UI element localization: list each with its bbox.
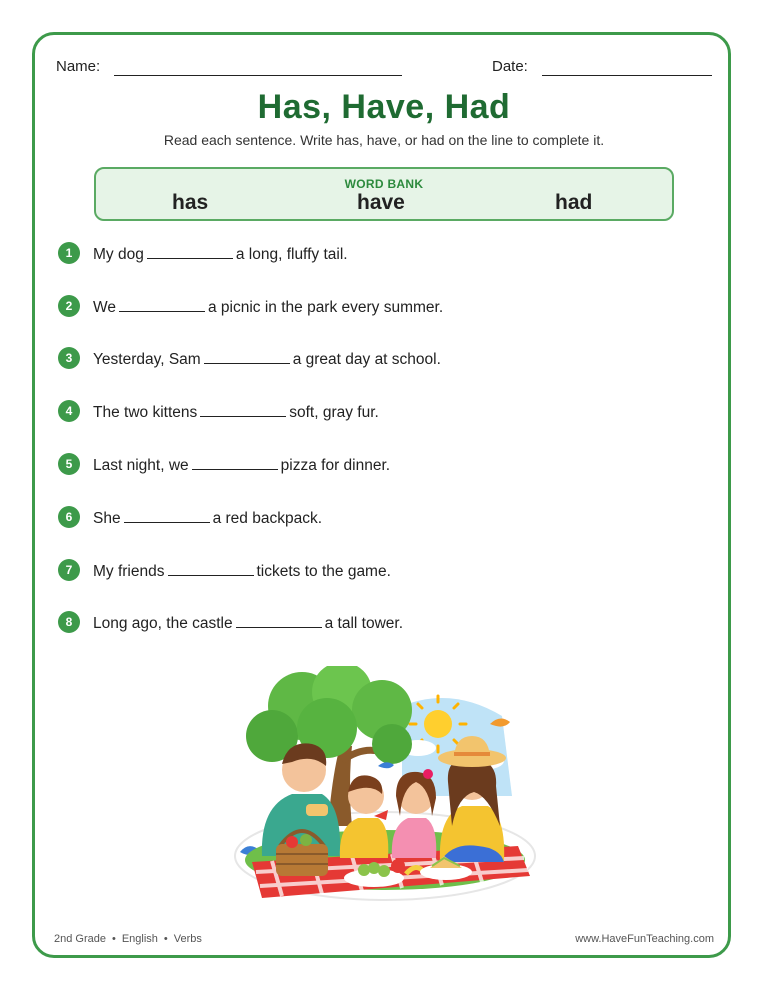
footer-tags	[54, 933, 202, 945]
question-text-after: a tall tower.	[324, 615, 404, 632]
instructions: Read each sentence. Write has, have, or had on the line to complete it.	[163, 132, 605, 148]
answer-blank[interactable]	[236, 613, 322, 628]
footer-tag-subject: English	[121, 933, 158, 945]
answer-blank[interactable]	[204, 349, 290, 364]
word-bank	[94, 167, 674, 221]
answer-blank[interactable]	[119, 297, 205, 312]
answer-blank[interactable]	[168, 561, 254, 576]
word-bank-word-had: had	[555, 191, 593, 214]
question-text-before: She	[93, 510, 121, 527]
answer-blank[interactable]	[192, 455, 278, 470]
bullet-separator: •	[111, 933, 116, 945]
question-text-before: The two kittens	[93, 404, 198, 421]
answer-blank[interactable]	[200, 402, 286, 417]
question-number: 3	[58, 347, 80, 369]
question-text-before: My friends	[93, 563, 165, 580]
question-text-after: soft, gray fur.	[289, 404, 379, 421]
footer-tag-topic: Verbs	[173, 933, 202, 945]
question-number: 1	[58, 242, 80, 264]
question-text-after: pizza for dinner.	[280, 457, 391, 474]
question-text-before: We	[93, 299, 116, 316]
question-number: 8	[58, 611, 80, 633]
question-number: 7	[58, 559, 80, 581]
question-text-before: Yesterday, Sam	[93, 351, 201, 368]
question-text-after: a picnic in the park every summer.	[207, 299, 444, 316]
word-bank-title: WORD BANK	[344, 177, 424, 191]
word-bank-word-has: has	[172, 191, 209, 214]
tree-icon	[246, 666, 412, 764]
name-line[interactable]	[114, 75, 402, 76]
question-text-after: tickets to the game.	[256, 563, 391, 580]
word-bank-word-have: have	[357, 191, 405, 214]
header-row	[56, 58, 712, 80]
footer-website: www.HaveFunTeaching.com	[575, 933, 714, 945]
question-number: 6	[58, 506, 80, 528]
question-number: 2	[58, 295, 80, 317]
footer-tag-grade: 2nd Grade	[54, 933, 106, 945]
date-label: Date:	[492, 58, 528, 75]
mom-figure	[438, 736, 506, 862]
question-text-before: Long ago, the castle	[93, 615, 233, 632]
worksheet-title: Has, Have, Had	[257, 88, 511, 126]
name-label: Name:	[56, 58, 101, 75]
question-text-after: a red backpack.	[212, 510, 323, 527]
question-number: 5	[58, 453, 80, 475]
date-line[interactable]	[542, 75, 712, 76]
question-text-before: Last night, we	[93, 457, 189, 474]
family-picnic-illustration	[232, 666, 538, 910]
answer-blank[interactable]	[124, 508, 210, 523]
answer-blank[interactable]	[147, 244, 233, 259]
question-text-after: a great day at school.	[292, 351, 441, 368]
question-number: 4	[58, 400, 80, 422]
question-text-after: a long, fluffy tail.	[235, 246, 348, 263]
question-text-before: My dog	[93, 246, 144, 263]
bullet-separator: •	[163, 933, 168, 945]
